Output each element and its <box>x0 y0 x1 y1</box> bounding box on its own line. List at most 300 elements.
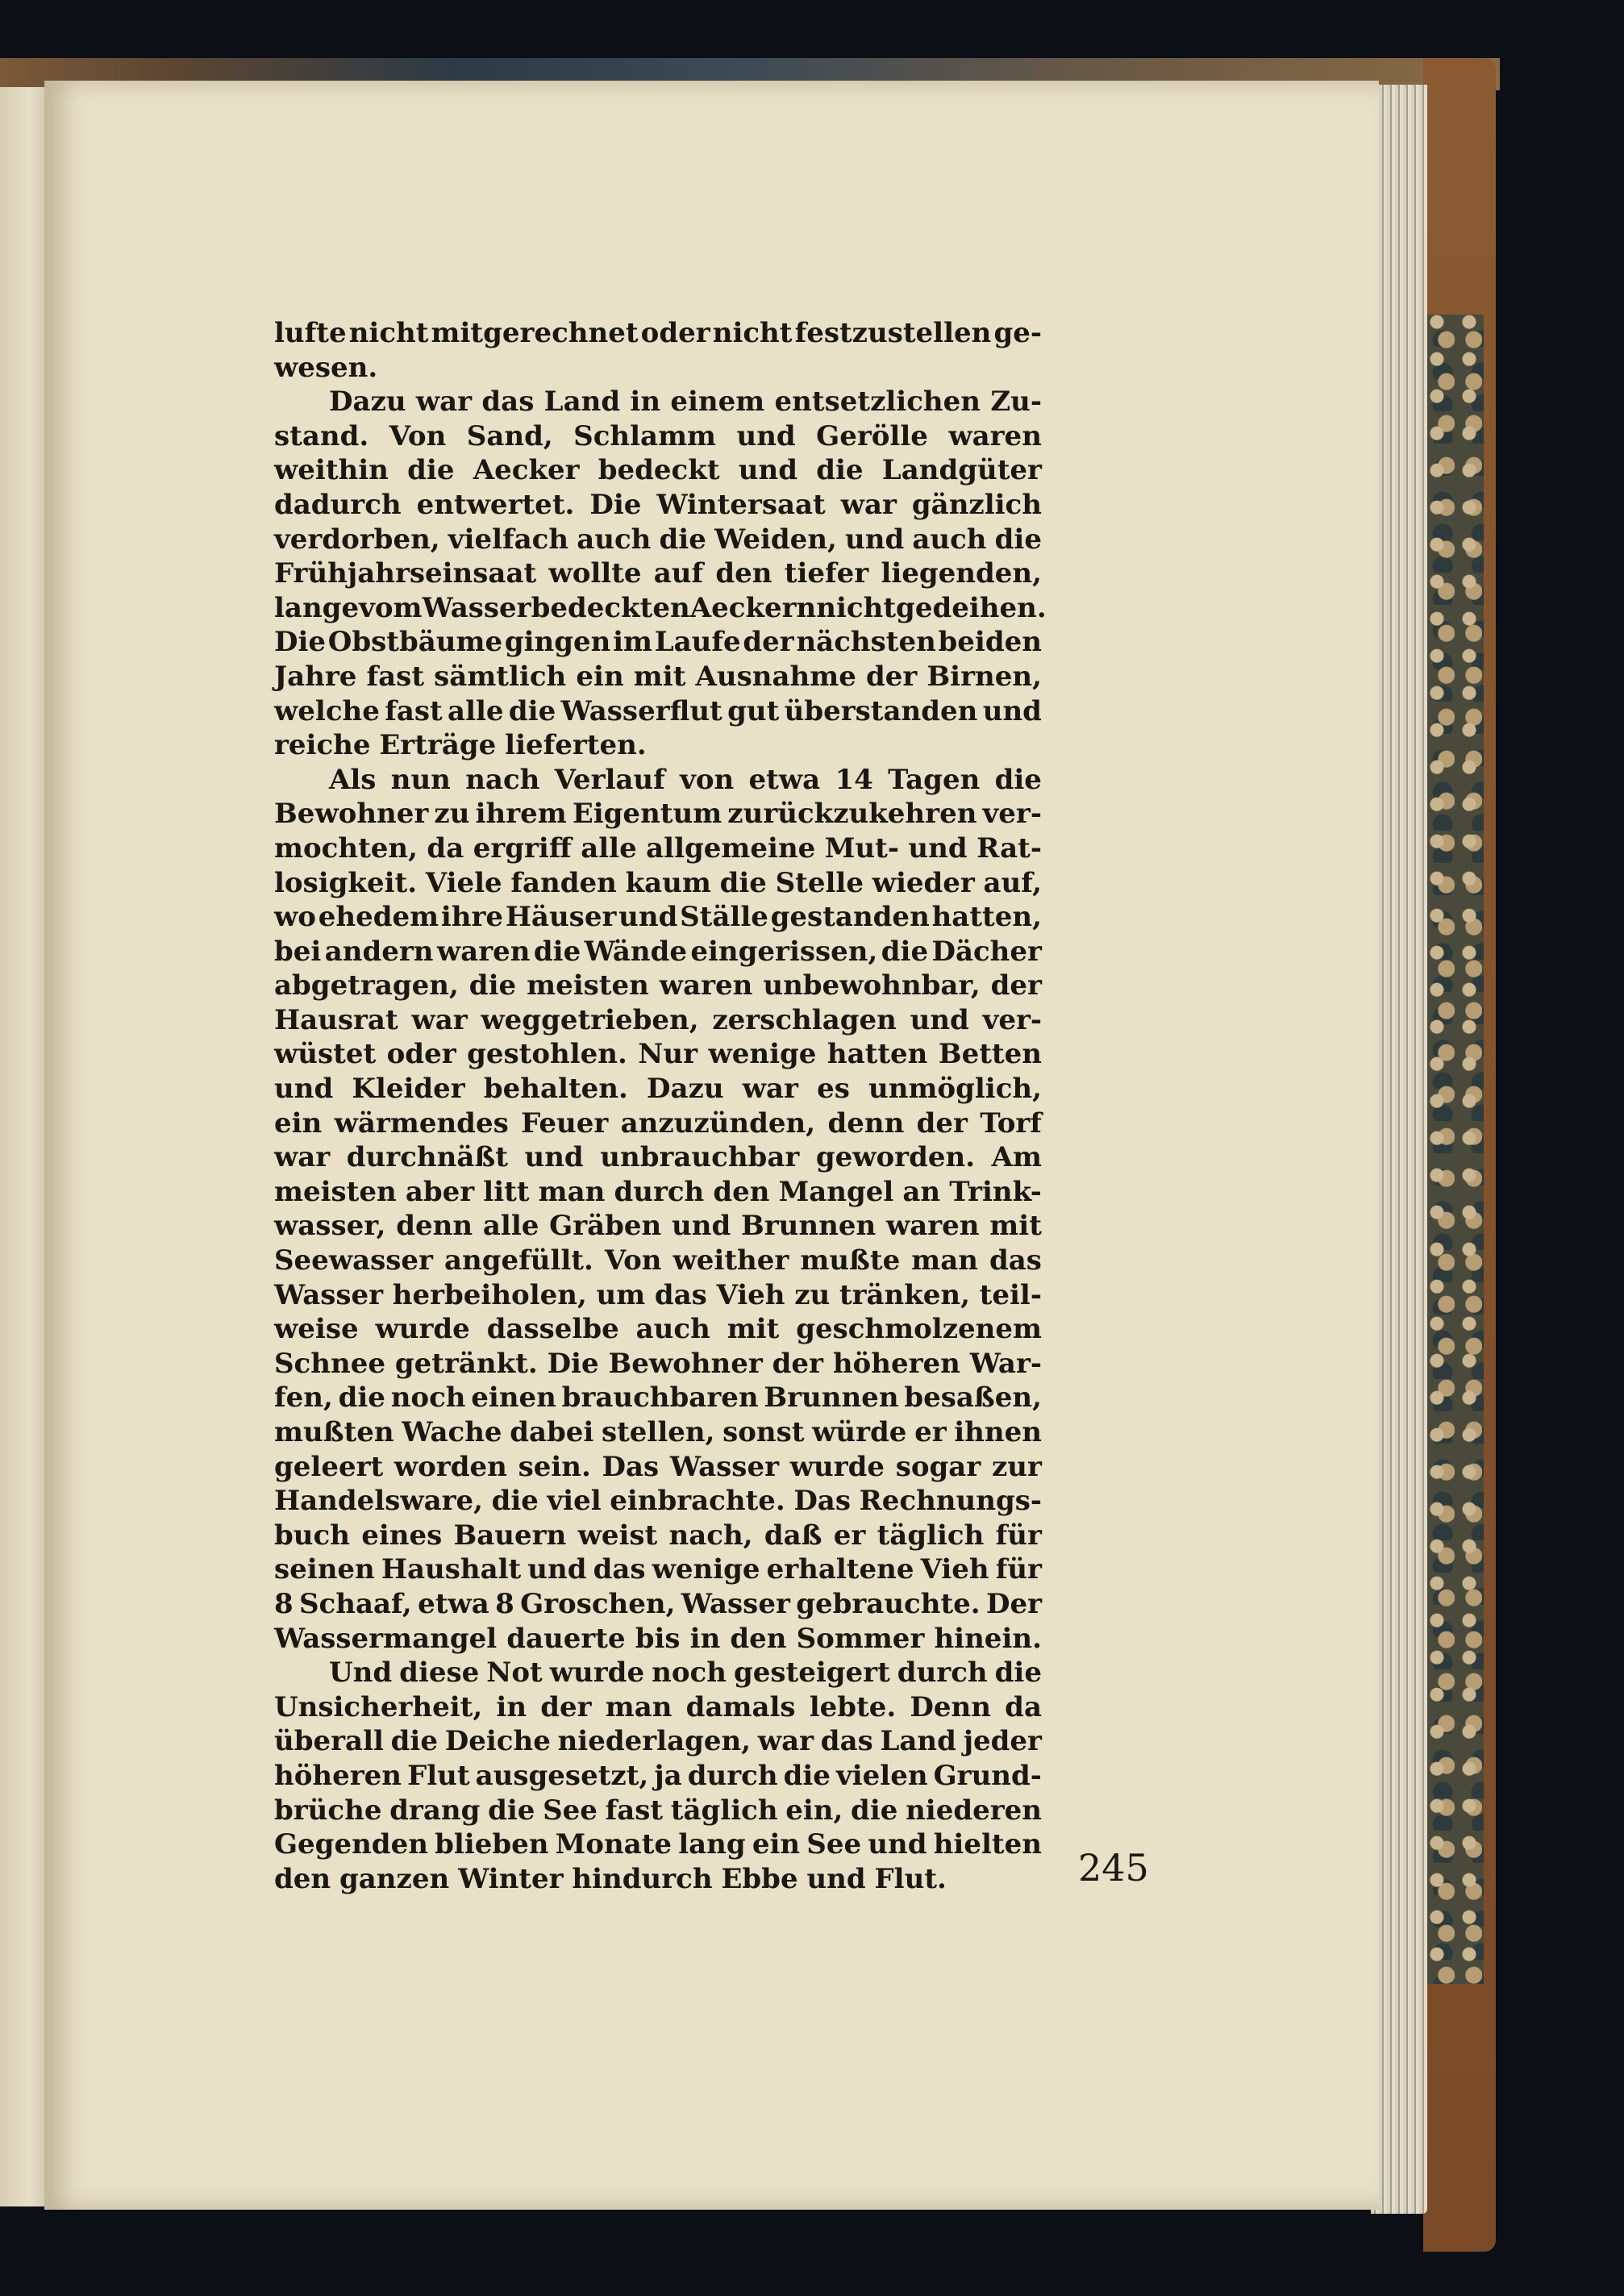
word: und <box>845 523 905 556</box>
word: ge- <box>993 317 1042 349</box>
word: der <box>743 626 794 659</box>
word: die <box>851 1794 898 1827</box>
text-line <box>274 1587 1042 1622</box>
word: fanden <box>510 866 617 899</box>
text-line <box>274 763 1042 798</box>
left-page-edge <box>0 87 50 2206</box>
word: eines <box>361 1519 443 1552</box>
word: bei <box>274 935 322 968</box>
word: niederen <box>906 1794 1042 1827</box>
word: Nur <box>638 1038 698 1071</box>
word: brüche <box>274 1794 382 1827</box>
word: die <box>338 1381 385 1415</box>
word: weggetrieben, <box>481 1003 699 1036</box>
word: ehedem <box>318 901 439 934</box>
word: See <box>806 1828 862 1861</box>
word: Schaaf, <box>299 1587 412 1620</box>
word: man <box>911 1244 978 1277</box>
word: Ausnahme <box>695 660 856 693</box>
word: durch <box>687 1759 778 1792</box>
word: überall <box>274 1725 384 1758</box>
word: wesen. <box>274 351 378 384</box>
text-line <box>274 1381 1042 1415</box>
word: in <box>689 1622 721 1655</box>
word: die <box>994 523 1042 556</box>
word: wenige <box>652 1553 760 1586</box>
word: der <box>540 1690 592 1723</box>
text-line <box>274 385 1042 419</box>
text-line <box>274 523 1042 557</box>
word: alle <box>581 831 637 865</box>
word: seinen <box>274 1553 375 1586</box>
text-line <box>274 1622 1042 1656</box>
word: Birnen, <box>927 660 1042 693</box>
text-line <box>274 1794 1042 1828</box>
word: gut <box>727 694 780 727</box>
word: ausgesetzt, <box>475 1759 649 1792</box>
text-line <box>274 866 1042 901</box>
word: allgemeine <box>646 831 816 865</box>
word: die <box>659 523 706 556</box>
word: Die <box>547 1347 599 1380</box>
word: eingerissen, <box>690 935 878 968</box>
word: gestanden <box>770 901 930 934</box>
word: das <box>820 1725 873 1758</box>
text-line <box>274 1244 1042 1278</box>
word: geschmolzenem <box>796 1313 1042 1346</box>
word: gestohlen. <box>467 1038 627 1071</box>
word: Brunnen <box>764 1381 899 1415</box>
word: Gerölle <box>816 419 928 452</box>
word: Hausrat <box>274 1003 398 1036</box>
word: waren <box>885 1210 980 1243</box>
word: hatten <box>827 1038 928 1071</box>
word: Bauern <box>453 1519 567 1552</box>
word: Wintersaat <box>656 488 826 521</box>
word: kaum <box>625 866 711 899</box>
text-line <box>274 351 1042 385</box>
word: durch <box>897 1656 988 1690</box>
word: ja <box>654 1759 682 1792</box>
word: ihnen <box>954 1416 1042 1448</box>
word: Schlamm <box>573 419 717 452</box>
word: Das <box>793 1485 851 1518</box>
word: der <box>916 1106 968 1140</box>
word: würde <box>812 1416 907 1448</box>
word: daß <box>764 1519 822 1552</box>
word: War- <box>969 1347 1042 1380</box>
text-line <box>274 1484 1042 1519</box>
word: lufte <box>274 317 347 349</box>
word: Zu- <box>990 385 1042 419</box>
word: Vieh <box>920 1553 989 1586</box>
word: ein <box>752 1828 801 1861</box>
word: täglich <box>877 1519 985 1552</box>
word: die <box>994 1656 1042 1690</box>
text-line <box>274 1552 1042 1587</box>
word: etwa <box>748 763 821 796</box>
word: Flut <box>407 1759 470 1792</box>
text-line <box>274 797 1042 831</box>
word: höheren <box>274 1759 402 1792</box>
word: entwertet. <box>416 488 575 521</box>
word: hinein. <box>934 1622 1042 1655</box>
word: auch <box>577 523 652 556</box>
word: wärmendes <box>334 1106 509 1140</box>
word: nach <box>465 763 540 796</box>
word: gänzlich <box>911 488 1042 521</box>
text-line <box>274 556 1042 591</box>
word: geworden. <box>815 1141 976 1174</box>
word: teil- <box>979 1278 1042 1311</box>
text-line <box>274 453 1042 488</box>
word: Deiche <box>444 1725 551 1758</box>
word: litt <box>483 1175 530 1208</box>
word: fen, <box>274 1381 333 1415</box>
word: Land <box>880 1725 956 1758</box>
word: einbrachte. <box>610 1485 785 1518</box>
word: Landgüter <box>881 454 1042 487</box>
word: war <box>415 385 473 419</box>
word: Bewohner <box>274 798 429 831</box>
word: Wasserflut <box>560 694 722 727</box>
word: Laufe <box>654 626 741 659</box>
word: 8 <box>495 1587 514 1620</box>
word: verdorben, <box>274 523 440 556</box>
word: die <box>994 763 1042 796</box>
word: und <box>672 1210 731 1243</box>
word: der <box>865 660 918 693</box>
text-line <box>274 900 1042 935</box>
word: Sommer <box>796 1622 925 1655</box>
word: denn <box>396 1210 473 1243</box>
word: weither <box>673 1244 789 1277</box>
word: unmöglich, <box>868 1073 1042 1106</box>
word: die <box>491 1485 539 1518</box>
word: mußte <box>800 1244 901 1277</box>
text-line <box>274 1278 1042 1313</box>
word: Flut. <box>874 1862 947 1895</box>
word: noch <box>652 1656 727 1690</box>
word: man <box>538 1175 606 1208</box>
page-body-text <box>274 316 1047 1896</box>
word: behalten. <box>483 1073 628 1106</box>
word: herbeiholen, <box>392 1278 587 1311</box>
word: buch <box>274 1519 350 1552</box>
word: den <box>713 1175 770 1208</box>
word: Von <box>604 1244 662 1277</box>
word: weithin <box>274 454 389 487</box>
word: liegenden, <box>881 557 1042 590</box>
word: blieben <box>435 1828 549 1861</box>
word: Feuer <box>521 1106 609 1140</box>
word: mochten, <box>274 831 418 865</box>
word: zerschlagen <box>712 1003 897 1036</box>
word: einen <box>471 1381 556 1415</box>
text-line <box>274 419 1042 454</box>
word: geleert <box>274 1450 384 1483</box>
word: und <box>524 1141 584 1174</box>
word: stellen, <box>601 1416 715 1448</box>
word: wieder <box>872 866 975 899</box>
word: festzustellen <box>794 317 992 349</box>
word: Kleider <box>352 1073 465 1106</box>
word: täglich <box>670 1794 778 1827</box>
word: Mut- <box>824 831 899 865</box>
word: ihrem <box>475 798 567 831</box>
word: höheren <box>832 1347 960 1380</box>
word: wüstet <box>274 1038 377 1071</box>
word: und <box>806 1862 866 1895</box>
word: auf, <box>983 866 1042 899</box>
word: weist <box>577 1519 658 1552</box>
word: sonst <box>722 1416 805 1448</box>
word: war <box>757 1725 814 1758</box>
word: angefüllt. <box>443 1244 593 1277</box>
word: anzuzünden, <box>620 1106 816 1140</box>
word: er <box>914 1416 947 1448</box>
word: um <box>596 1278 646 1311</box>
text-line <box>274 1450 1042 1485</box>
word: zurückzukehren <box>727 798 977 831</box>
word: sogar <box>895 1450 981 1483</box>
word: und <box>736 419 796 452</box>
word: Dächer <box>931 935 1042 968</box>
word: andern <box>324 935 434 968</box>
word: Tagen <box>888 763 981 796</box>
text-line <box>274 1106 1042 1141</box>
word: war <box>742 1073 798 1106</box>
text-line <box>274 625 1042 660</box>
word: da <box>427 831 464 865</box>
word: und <box>274 1073 334 1106</box>
word: Unsicherheit, <box>274 1690 483 1723</box>
word: Weiden, <box>714 523 837 556</box>
word: Dazu <box>647 1073 724 1106</box>
word: Jahre <box>274 660 357 693</box>
word: etwa <box>418 1587 489 1620</box>
word: in <box>630 385 661 419</box>
word: Mangel <box>778 1175 894 1208</box>
word: fast <box>366 660 425 693</box>
word: noch <box>390 1381 466 1415</box>
text-line <box>274 1312 1042 1347</box>
word: das <box>593 1553 646 1586</box>
text-line <box>274 1519 1042 1553</box>
word: ergriff <box>473 831 572 865</box>
word: auch <box>912 523 987 556</box>
word: der <box>990 969 1042 1002</box>
word: und <box>618 901 678 934</box>
word: von <box>680 763 735 796</box>
word: hatten, <box>931 901 1042 934</box>
word: Erträge <box>379 729 497 762</box>
word: oder <box>640 317 710 349</box>
word: Sand, <box>466 419 553 452</box>
word: Als <box>329 763 377 796</box>
word: nächsten <box>796 626 936 659</box>
word: Obstbäume <box>327 626 503 659</box>
word: dadurch <box>274 488 402 521</box>
word: brauchbaren <box>561 1381 759 1415</box>
word: Ebbe <box>721 1862 798 1895</box>
word: hindurch <box>572 1862 713 1895</box>
text-line <box>274 1140 1042 1175</box>
word: Die <box>274 626 327 659</box>
word: den <box>274 1862 331 1895</box>
word: damals <box>685 1690 796 1723</box>
word: Häuser <box>505 901 617 934</box>
word: Haushalt <box>381 1553 522 1586</box>
word: zu <box>434 798 470 831</box>
word: und <box>982 694 1042 727</box>
word: Rechnungs- <box>859 1485 1042 1518</box>
word: Monate <box>555 1828 673 1861</box>
word: die <box>719 866 767 899</box>
word: die <box>390 1725 438 1758</box>
word: Not <box>486 1656 543 1690</box>
word: durch <box>614 1175 705 1208</box>
word: tiefer <box>784 557 869 590</box>
word: dauerte <box>506 1622 626 1655</box>
text-line <box>274 831 1042 866</box>
word: alle <box>448 694 504 727</box>
word: getränkt. <box>394 1347 538 1380</box>
word: tränken, <box>839 1278 970 1311</box>
text-line <box>274 1175 1042 1210</box>
word: oder <box>386 1038 456 1071</box>
word: Verlauf <box>554 763 665 796</box>
word: Eigentum <box>572 798 722 831</box>
word: die <box>488 1794 535 1827</box>
word: unbrauchbar <box>600 1141 800 1174</box>
word: überstanden <box>784 694 978 727</box>
word: sämtlich <box>434 660 567 693</box>
word: auch <box>635 1313 710 1346</box>
word: gedeihen. <box>896 591 1047 624</box>
word: Aecker <box>473 454 580 487</box>
word: die <box>508 694 556 727</box>
word: auf <box>653 557 704 590</box>
word: für <box>995 1553 1042 1586</box>
word: Wasser <box>274 1278 384 1311</box>
word: aber <box>405 1175 475 1208</box>
word: nicht <box>348 317 429 349</box>
word: waren <box>948 419 1042 452</box>
word: ein <box>274 1106 323 1140</box>
page-number: 245 <box>1078 1846 1149 1890</box>
word: Gegenden <box>274 1828 428 1861</box>
word: erhaltene <box>766 1553 914 1586</box>
word: Trink- <box>949 1175 1042 1208</box>
word: drang <box>389 1794 481 1827</box>
word: nicht <box>712 317 793 349</box>
word: fast <box>385 694 443 727</box>
word: denn <box>827 1106 905 1140</box>
word: wenige <box>708 1038 817 1071</box>
word: Frühjahrseinsaat <box>274 557 537 590</box>
word: stand. <box>274 419 369 452</box>
word: meisten <box>527 969 649 1002</box>
text-line <box>274 1347 1042 1381</box>
word: diese <box>399 1656 480 1690</box>
word: Ställe <box>680 901 768 934</box>
word: entsetzlichen <box>774 385 981 419</box>
word: wurde <box>789 1450 885 1483</box>
word: Wände <box>584 935 687 968</box>
word: mit <box>727 1313 780 1346</box>
word: Wassermangel <box>274 1622 498 1655</box>
text-line <box>274 660 1042 694</box>
word: Winter <box>458 1862 564 1895</box>
word: Wasser <box>681 1587 790 1620</box>
word: Betten <box>938 1038 1042 1071</box>
word: Viele <box>425 866 502 899</box>
word: ein, <box>785 1794 843 1827</box>
word: mitgerechnet <box>431 317 639 349</box>
word: nun <box>390 763 451 796</box>
text-line <box>274 1690 1042 1725</box>
word: vom <box>359 591 423 624</box>
word: waren <box>436 935 531 968</box>
word: in <box>496 1690 527 1723</box>
word: bis <box>635 1622 681 1655</box>
word: vielen <box>836 1759 928 1792</box>
word: welche <box>274 694 380 727</box>
word: er <box>833 1519 866 1552</box>
word: Vieh <box>716 1278 785 1311</box>
word: und <box>738 454 797 487</box>
text-line <box>274 1415 1042 1450</box>
word: ihre <box>440 901 504 934</box>
word: Der <box>985 1587 1042 1620</box>
word: Gräben <box>549 1210 662 1243</box>
text-line <box>274 591 1047 626</box>
word: wurde <box>375 1313 470 1346</box>
page-block-edges <box>1371 85 1427 2214</box>
word: lieferten. <box>505 729 647 762</box>
text-line <box>274 694 1042 729</box>
word: losigkeit. <box>274 866 418 899</box>
word: Die <box>589 488 642 521</box>
word: und <box>908 831 968 865</box>
word: und <box>868 1828 927 1861</box>
word: ganzen <box>339 1862 450 1895</box>
word: im <box>613 626 653 659</box>
word: den <box>715 557 772 590</box>
word: an <box>902 1175 941 1208</box>
word: lang <box>678 1828 746 1861</box>
word: nach, <box>668 1519 753 1552</box>
word: die <box>816 454 864 487</box>
text-line <box>274 935 1042 969</box>
word: lebte. <box>809 1690 897 1723</box>
word: wollte <box>548 557 642 590</box>
word: das <box>654 1278 707 1311</box>
word: alle <box>482 1210 539 1243</box>
word: war <box>411 1003 468 1036</box>
text-line <box>274 1827 1042 1862</box>
word: und <box>527 1553 587 1586</box>
word: fast <box>605 1794 664 1827</box>
word: man <box>605 1690 673 1723</box>
text-line <box>274 488 1042 523</box>
word: das <box>481 385 535 419</box>
word: mit <box>989 1210 1042 1243</box>
word: gesteigert <box>733 1656 890 1690</box>
word: wo <box>274 901 316 934</box>
word: worden <box>394 1450 507 1483</box>
